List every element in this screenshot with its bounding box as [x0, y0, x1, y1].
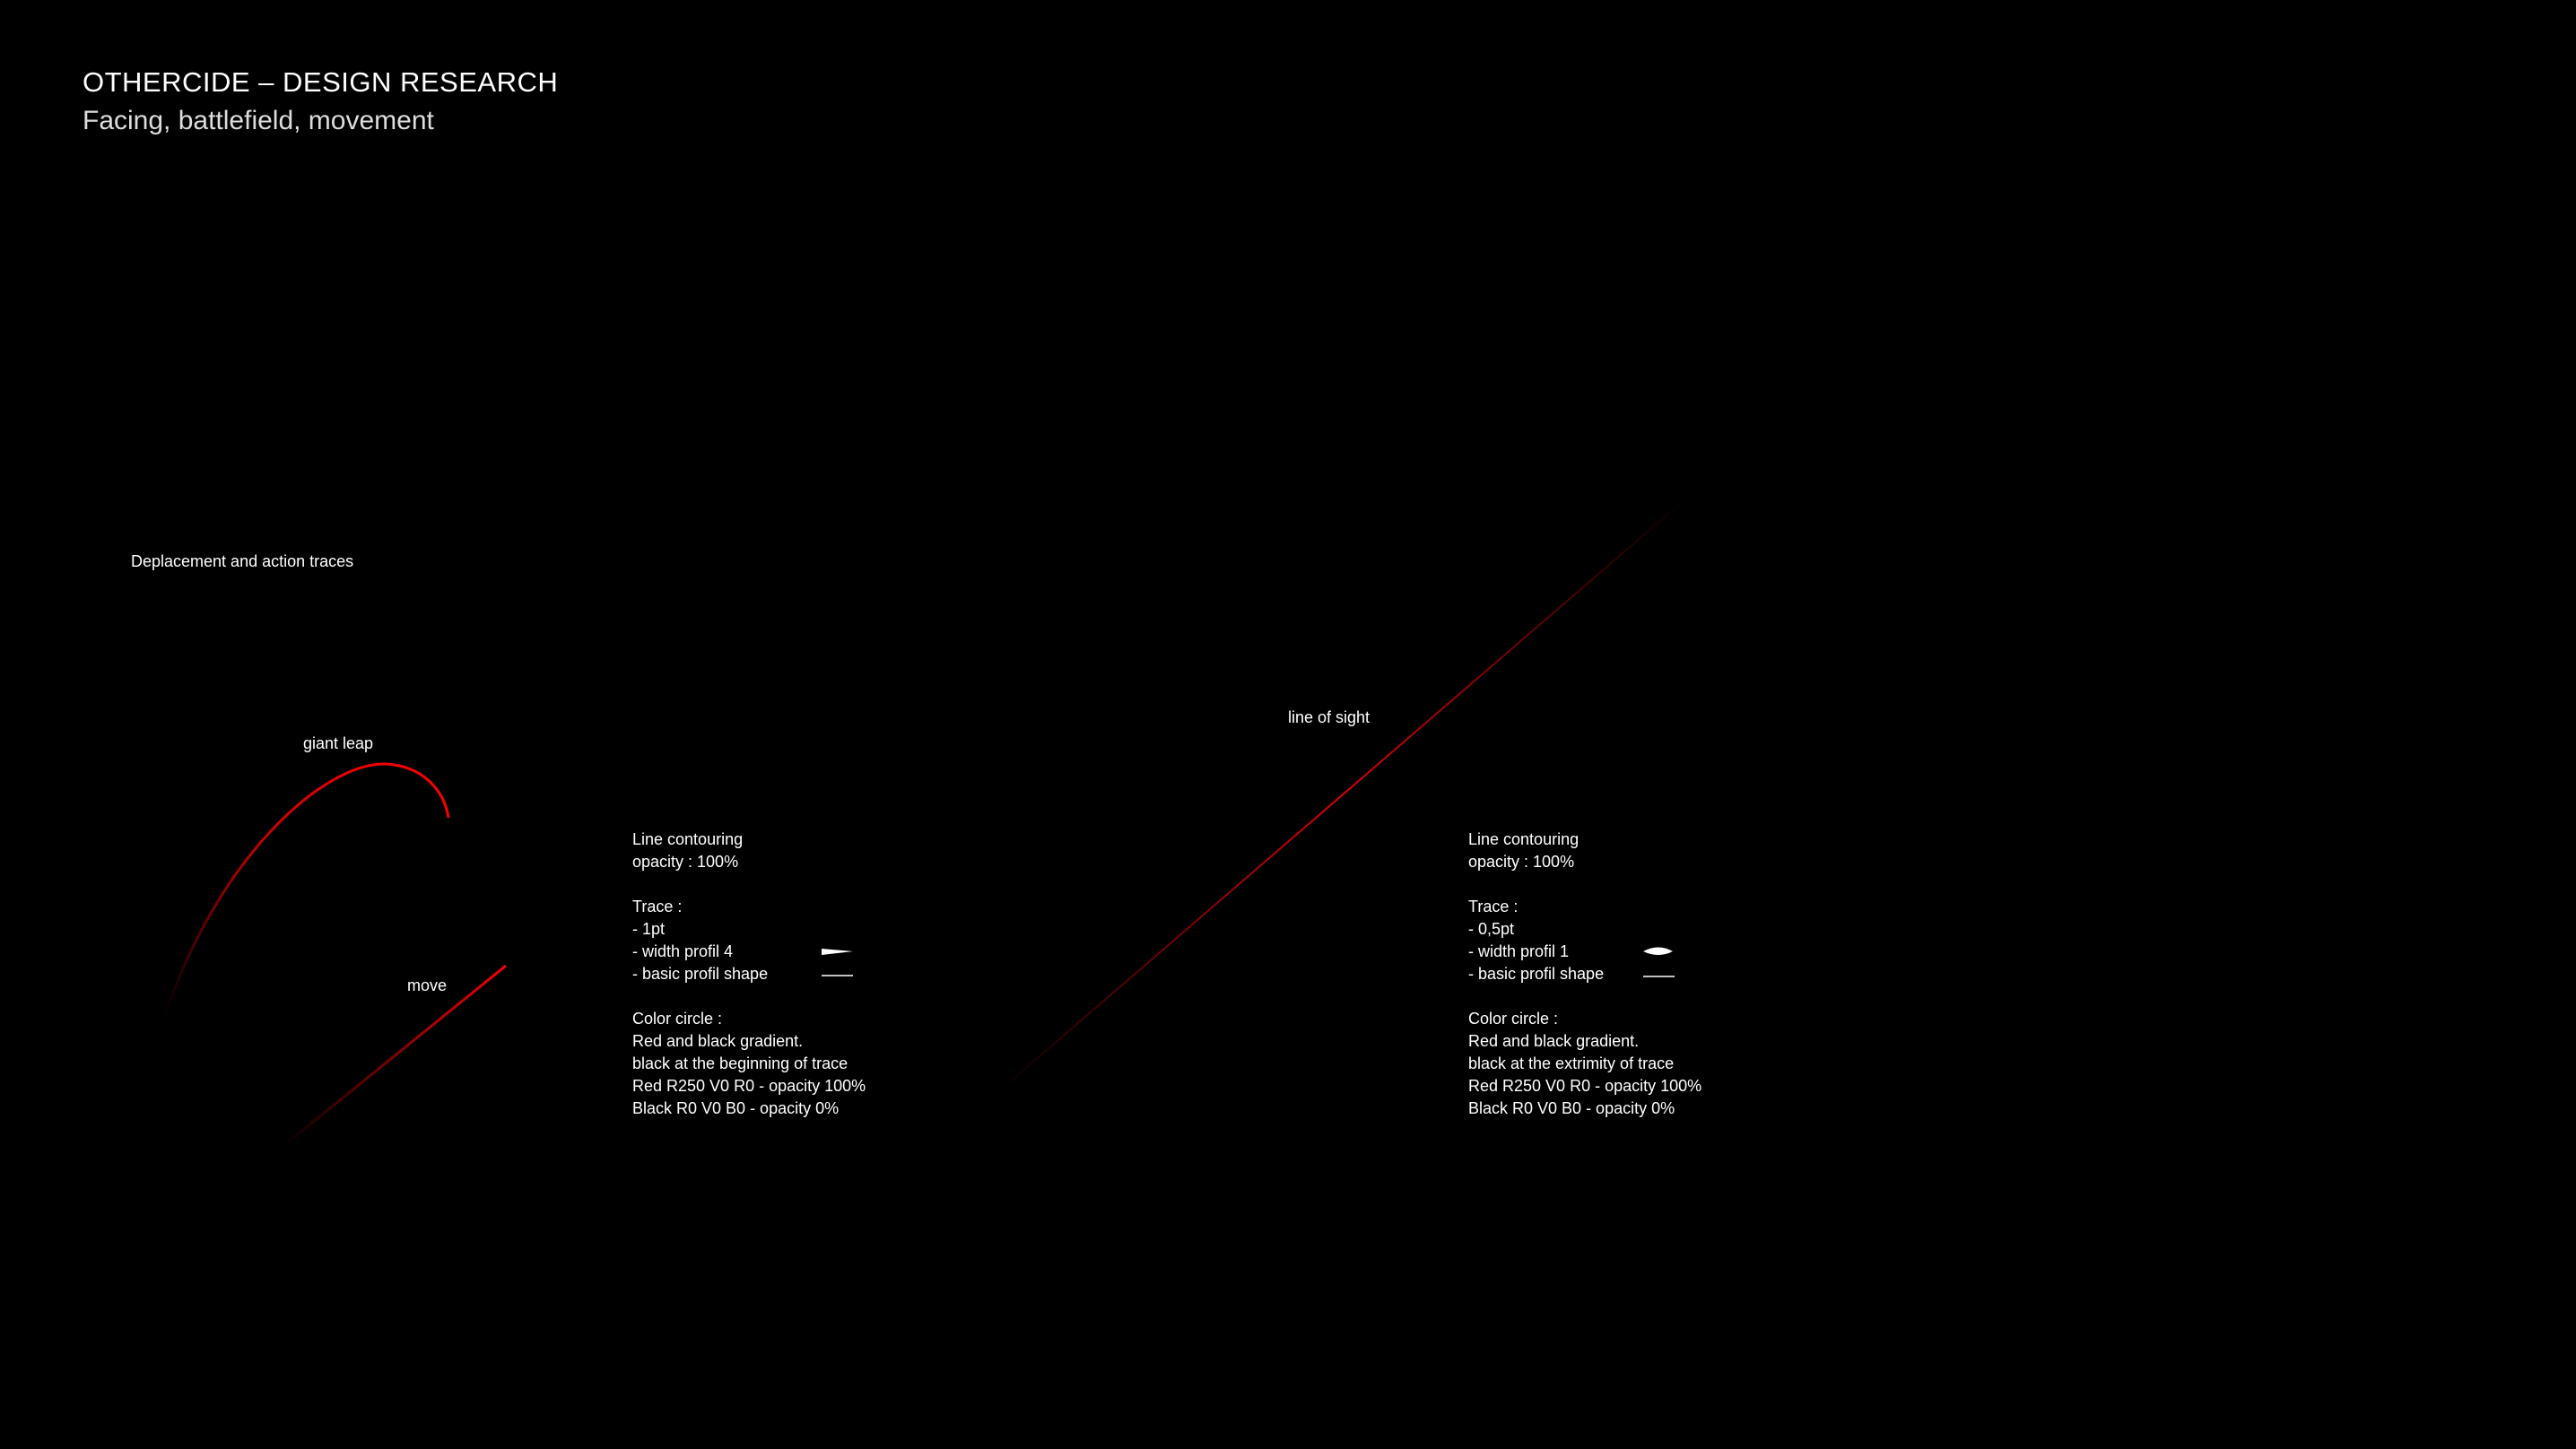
spec-text: - basic profil shape	[632, 965, 769, 983]
spec-text: black at the beginning of trace	[632, 1054, 849, 1072]
page-subtitle: Facing, battlefield, movement	[83, 106, 434, 135]
spec-left	[632, 829, 866, 1120]
width-profile-4-icon	[819, 941, 855, 963]
spec-text: - basic profil shape	[1468, 965, 1605, 983]
page-title: OTHERCIDE – DESIGN RESEARCH	[83, 66, 559, 98]
spec-text: Line contouring	[632, 830, 744, 848]
spec-text: Red and black gradient.	[1468, 1032, 1640, 1050]
spec-text: opacity : 100%	[632, 853, 739, 871]
line-of-sight-label: line of sight	[1288, 708, 1371, 726]
spec-text: Black R0 V0 B0 - opacity 0%	[632, 1099, 840, 1117]
spec-text: - 0,5pt	[1468, 920, 1515, 938]
spec-text: black at the extrimity of trace	[1468, 1054, 1675, 1072]
spec-text: Color circle :	[1468, 1010, 1559, 1028]
spec-text: - width profil 4	[632, 942, 734, 960]
spec-text: Trace :	[632, 898, 683, 915]
basic-profile-shape-icon	[819, 963, 855, 985]
move-trace	[279, 966, 506, 1150]
spec-text: Red R250 V0 R0 - opacity 100%	[1468, 1077, 1702, 1095]
move-label: move	[407, 976, 448, 994]
spec-text: Black R0 V0 B0 - opacity 0%	[1468, 1099, 1675, 1117]
basic-profile-shape-icon	[1641, 963, 1677, 985]
spec-text: - 1pt	[632, 920, 666, 938]
spec-text: Line contouring	[1468, 830, 1580, 848]
width-profile-1-icon	[1641, 941, 1677, 963]
spec-text: - width profil 1	[1468, 942, 1570, 960]
spec-text: Red and black gradient.	[632, 1032, 804, 1050]
section-label: Deplacement and action traces	[131, 552, 354, 570]
spec-text: opacity : 100%	[1468, 853, 1575, 871]
spec-text: Red R250 V0 R0 - opacity 100%	[632, 1077, 866, 1095]
spec-text: Trace :	[1468, 898, 1519, 915]
giant-leap-label: giant leap	[303, 734, 374, 752]
giant-leap-trace	[164, 764, 448, 1019]
spec-right	[1468, 829, 1701, 1120]
spec-text: Color circle :	[632, 1010, 723, 1028]
